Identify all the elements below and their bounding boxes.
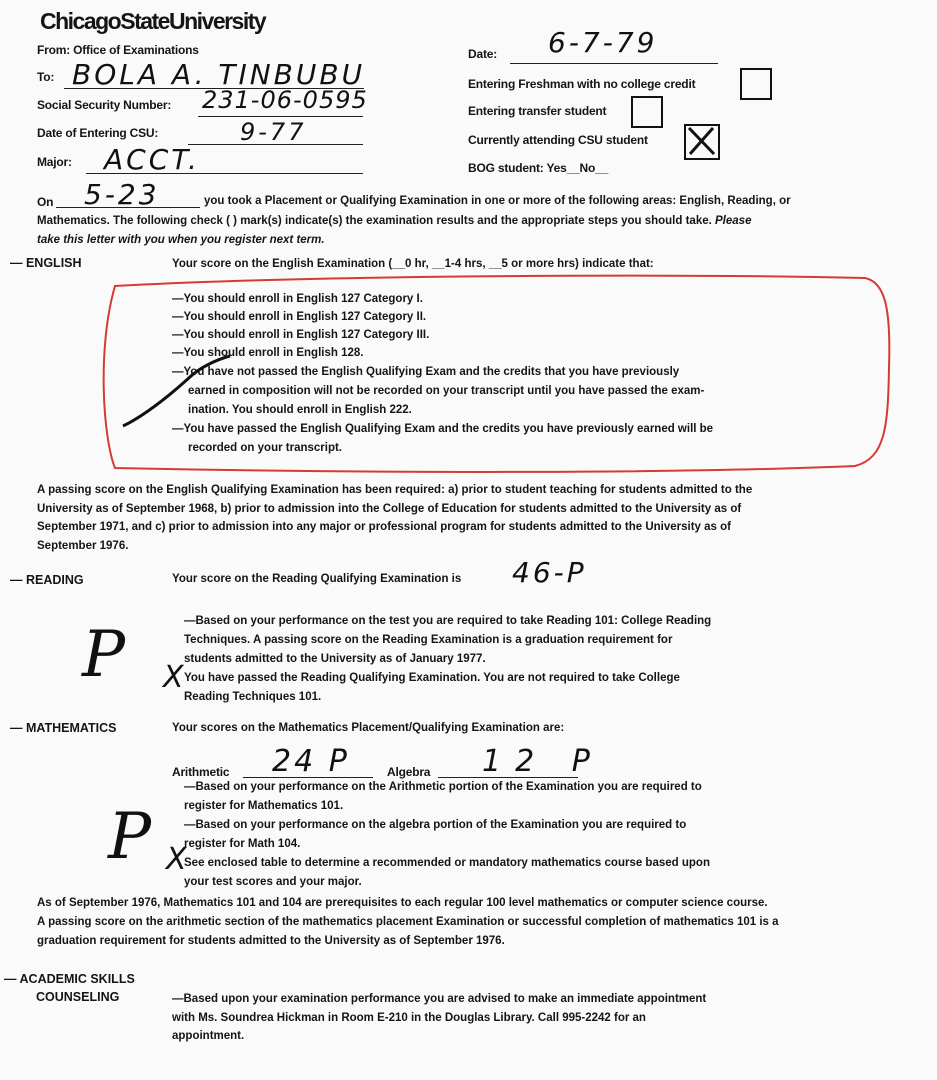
- intro-line3: take this letter with you when you register next term.: [37, 234, 325, 246]
- math-note-2: A passing score on the arithmetic section of the mathematics placement Examination or successful completion of mathematics 101 is a: [37, 916, 779, 928]
- english-option-5b: earned in composition will not be recorded on your transcript until you have passed the exam-: [188, 385, 705, 397]
- ssn-value: 231-06-0595: [202, 86, 368, 114]
- skills-line-1: —Based upon your examination performance you are advised to make an immediate appointment: [172, 993, 707, 1005]
- english-score-line: Your score on the English Examination (__0 hr, __1-4 hrs, __5 or more hrs) indicate that:: [172, 258, 654, 270]
- alg-label: Algebra: [387, 765, 431, 779]
- english-option-6: —You have passed the English Qualifying Exam and the credits you have previously earned will be: [172, 423, 714, 435]
- english-note: [37, 481, 752, 555]
- english-note-3: September 1971, and c) prior to admission into any major or professional program for students admitted to the University as of: [37, 521, 731, 533]
- intro-please: Please: [715, 215, 752, 227]
- skills-line-3: appointment.: [172, 1030, 245, 1042]
- math-option-1b: register for Mathematics 101.: [184, 800, 344, 812]
- math-options: [184, 778, 710, 892]
- reading-option-2b: Reading Techniques 101.: [184, 691, 322, 703]
- university-logo: ChicagoStateUniversity: [40, 8, 266, 34]
- math-option-2: —Based on your performance on the algebra portion of the Examination you are required to: [184, 819, 687, 831]
- reading-check-x: X: [163, 660, 184, 695]
- skills-line-2: with Ms. Soundrea Hickman in Room E-210 in the Douglas Library. Call 995-2242 for an: [172, 1011, 646, 1024]
- checkbox-current[interactable]: [684, 124, 720, 160]
- arith-label: Arithmetic: [172, 765, 230, 779]
- english-heading: — ENGLISH: [10, 256, 82, 270]
- skills-heading: — ACADEMIC SKILLS: [4, 972, 135, 986]
- english-option-5c: ination. You should enroll in English 222.: [188, 404, 412, 416]
- math-option-3: See enclosed table to determine a recommended or mandatory mathematics course based upon: [184, 857, 710, 869]
- to-label: To:: [37, 70, 55, 84]
- math-note: [37, 894, 779, 951]
- english-note-4: September 1976.: [37, 539, 129, 552]
- intro-line2: [37, 215, 751, 227]
- reading-heading: — READING: [10, 573, 84, 587]
- english-option-2: —You should enroll in English 127 Category II.: [172, 311, 427, 323]
- english-option-5: —You have not passed the English Qualifying Exam and the credits that you have previously: [172, 366, 680, 378]
- math-note-1: As of September 1976, Mathematics 101 and 104 are prerequisites to each regular 100 level mathematics or computer science course.: [37, 897, 768, 909]
- red-circle-annotation: [95, 268, 895, 483]
- reading-option-2: You have passed the Reading Qualifying Examination. You are not required to take College: [184, 672, 680, 684]
- skills-heading-2: COUNSELING: [36, 990, 120, 1004]
- option-freshman: Entering Freshman with no college credit: [468, 77, 696, 91]
- intro-line1: you took a Placement or Qualifying Examination in one or more of the following areas: English, Reading, or: [204, 195, 791, 207]
- reading-option-1: —Based on your performance on the test you are required to take Reading 101: College Reading: [184, 615, 712, 627]
- checkbox-transfer[interactable]: [631, 96, 663, 128]
- english-note-2: University as of September 1968, b) prior to admission into the College of Education for students admitted to the University as of: [37, 502, 742, 515]
- math-margin-p: P: [108, 800, 152, 874]
- english-option-3: —You should enroll in English 127 Category III.: [172, 329, 430, 341]
- major-label: Major:: [37, 155, 72, 169]
- date-label: Date:: [468, 47, 498, 61]
- major-value: ACCT.: [104, 143, 200, 176]
- english-option-4: —You should enroll in English 128.: [172, 347, 364, 359]
- option-bog: BOG student: Yes__No__: [468, 161, 609, 175]
- option-current: Currently attending CSU student: [468, 133, 648, 147]
- english-option-1: —You should enroll in English 127 Category I.: [172, 293, 423, 305]
- reading-option-1c: students admitted to the University as of January 1977.: [184, 653, 486, 665]
- reading-option-1b: Techniques. A passing score on the Reading Examination is a graduation requirement for: [184, 634, 673, 646]
- arith-value: 24 P: [272, 744, 350, 779]
- ssn-label: Social Security Number:: [37, 98, 172, 112]
- math-score-line: Your scores on the Mathematics Placement/Qualifying Examination are:: [172, 722, 565, 734]
- entry-value: 9-77: [240, 118, 307, 146]
- reading-options: [184, 612, 711, 707]
- math-heading: — MATHEMATICS: [10, 721, 117, 735]
- reading-score-value: 46-P: [512, 556, 587, 589]
- option-transfer: Entering transfer student: [468, 104, 607, 118]
- math-option-2b: register for Math 104.: [184, 838, 301, 850]
- math-option-3b: your test scores and your major.: [184, 876, 362, 888]
- reading-margin-p: P: [82, 618, 126, 692]
- math-option-1: —Based on your performance on the Arithmetic portion of the Examination you are required to: [184, 781, 702, 793]
- alg-value: 12 P: [482, 744, 604, 779]
- on-label: On: [37, 195, 54, 209]
- reading-score-line: Your score on the Reading Qualifying Examination is: [172, 573, 462, 585]
- date-value: 6-7-79: [548, 26, 658, 59]
- english-note-1: A passing score on the English Qualifying Examination has been required: a) prior to student teaching for students admitted to the: [37, 484, 753, 496]
- intro-line2-text: Mathematics. The following check ( ) mark(s) indicate(s) the examination results and the appropriate steps you should take.: [37, 215, 712, 227]
- on-date-value: 5-23: [84, 178, 160, 211]
- to-value: BOLA A. TINBUBU: [72, 58, 366, 91]
- checkbox-freshman[interactable]: [740, 68, 772, 100]
- math-note-3: graduation requirement for students admitted to the University as of September 1976.: [37, 935, 505, 947]
- english-option-6b: recorded on your transcript.: [188, 442, 343, 454]
- x-check-icon: [685, 125, 717, 157]
- math-check-x: X: [166, 842, 187, 877]
- from-line: From: Office of Examinations: [37, 43, 199, 57]
- entry-label: Date of Entering CSU:: [37, 126, 159, 140]
- skills-text: [172, 990, 706, 1046]
